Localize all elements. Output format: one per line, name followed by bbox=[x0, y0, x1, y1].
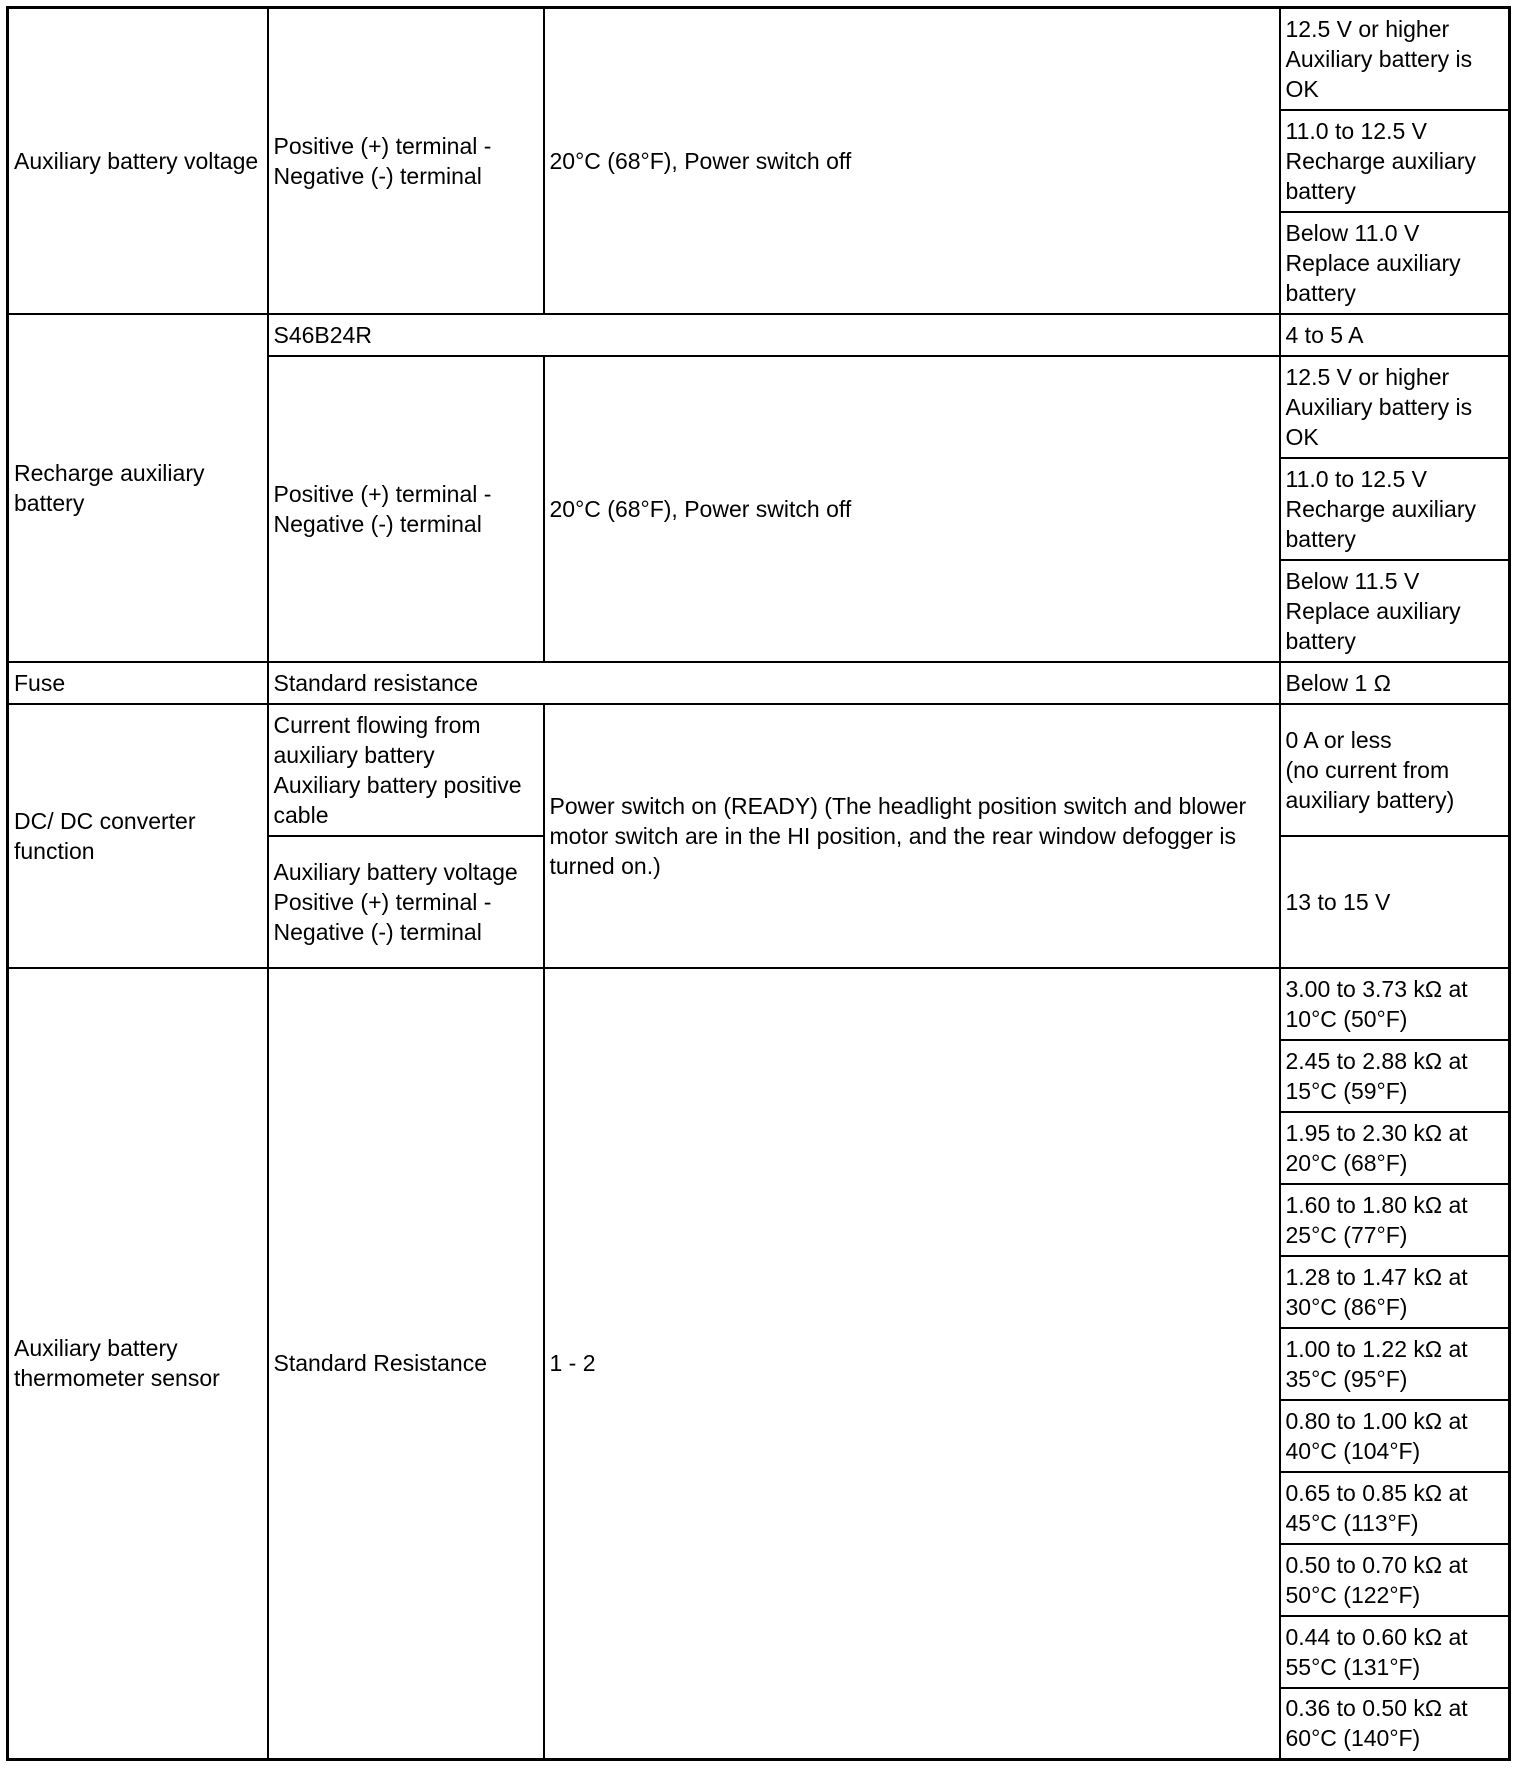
spec-cell: 4 to 5 A bbox=[1280, 314, 1510, 356]
condition-cell: 20°C (68°F), Power switch off bbox=[544, 8, 1280, 314]
spec-cell: 13 to 15 V bbox=[1280, 836, 1510, 968]
spec-cell: 0.36 to 0.50 kΩ at 60°C (140°F) bbox=[1280, 1688, 1510, 1760]
terminal-cell: Auxiliary battery voltage Positive (+) terminal - Negative (-) terminal bbox=[268, 836, 544, 968]
spec-cell: 2.45 to 2.88 kΩ at 15°C (59°F) bbox=[1280, 1040, 1510, 1112]
condition-cell: Power switch on (READY) (The headlight position switch and blower motor switch are in the HI position, and the rear window defogger is turned on.) bbox=[544, 704, 1280, 968]
terminal-cell: Current flowing from auxiliary battery Auxiliary battery positive cable bbox=[268, 704, 544, 836]
specification-table bbox=[6, 6, 1511, 1761]
spec-cell: 0.65 to 0.85 kΩ at 45°C (113°F) bbox=[1280, 1472, 1510, 1544]
condition-cell: Standard resistance bbox=[268, 662, 1280, 704]
spec-cell: 12.5 V or higher Auxiliary battery is OK bbox=[1280, 356, 1510, 458]
table-row bbox=[8, 968, 1510, 1040]
table-row bbox=[8, 8, 1510, 110]
item-cell: Auxiliary battery voltage bbox=[8, 8, 268, 314]
spec-cell: 11.0 to 12.5 V Recharge auxiliary battery bbox=[1280, 110, 1510, 212]
spec-cell: Below 11.5 V Replace auxiliary battery bbox=[1280, 560, 1510, 662]
spec-cell: 0.50 to 0.70 kΩ at 50°C (122°F) bbox=[1280, 1544, 1510, 1616]
terminal-cell: 1 - 2 bbox=[544, 968, 1280, 1760]
table-row bbox=[8, 314, 1510, 356]
spec-cell: 0.44 to 0.60 kΩ at 55°C (131°F) bbox=[1280, 1616, 1510, 1688]
spec-cell: 1.60 to 1.80 kΩ at 25°C (77°F) bbox=[1280, 1184, 1510, 1256]
spec-cell: 0.80 to 1.00 kΩ at 40°C (104°F) bbox=[1280, 1400, 1510, 1472]
item-cell: Recharge auxiliary battery bbox=[8, 314, 268, 662]
spec-cell: 3.00 to 3.73 kΩ at 10°C (50°F) bbox=[1280, 968, 1510, 1040]
spec-cell: Below 11.0 V Replace auxiliary battery bbox=[1280, 212, 1510, 314]
terminal-cell: Positive (+) terminal - Negative (-) terminal bbox=[268, 8, 544, 314]
spec-cell: 11.0 to 12.5 V Recharge auxiliary battery bbox=[1280, 458, 1510, 560]
item-cell: Auxiliary battery thermometer sensor bbox=[8, 968, 268, 1760]
spec-cell: 1.00 to 1.22 kΩ at 35°C (95°F) bbox=[1280, 1328, 1510, 1400]
spec-cell: 12.5 V or higher Auxiliary battery is OK bbox=[1280, 8, 1510, 110]
spec-cell: 1.95 to 2.30 kΩ at 20°C (68°F) bbox=[1280, 1112, 1510, 1184]
terminal-cell: Positive (+) terminal - Negative (-) terminal bbox=[268, 356, 544, 662]
condition-cell: Standard Resistance bbox=[268, 968, 544, 1760]
table-row bbox=[8, 704, 1510, 836]
condition-cell: 20°C (68°F), Power switch off bbox=[544, 356, 1280, 662]
spec-cell: 0 A or less (no current from auxiliary battery) bbox=[1280, 704, 1510, 836]
spec-cell: 1.28 to 1.47 kΩ at 30°C (86°F) bbox=[1280, 1256, 1510, 1328]
spec-cell: Below 1 Ω bbox=[1280, 662, 1510, 704]
table-row bbox=[8, 662, 1510, 704]
item-cell: DC/ DC converter function bbox=[8, 704, 268, 968]
model-cell: S46B24R bbox=[268, 314, 1280, 356]
item-cell: Fuse bbox=[8, 662, 268, 704]
